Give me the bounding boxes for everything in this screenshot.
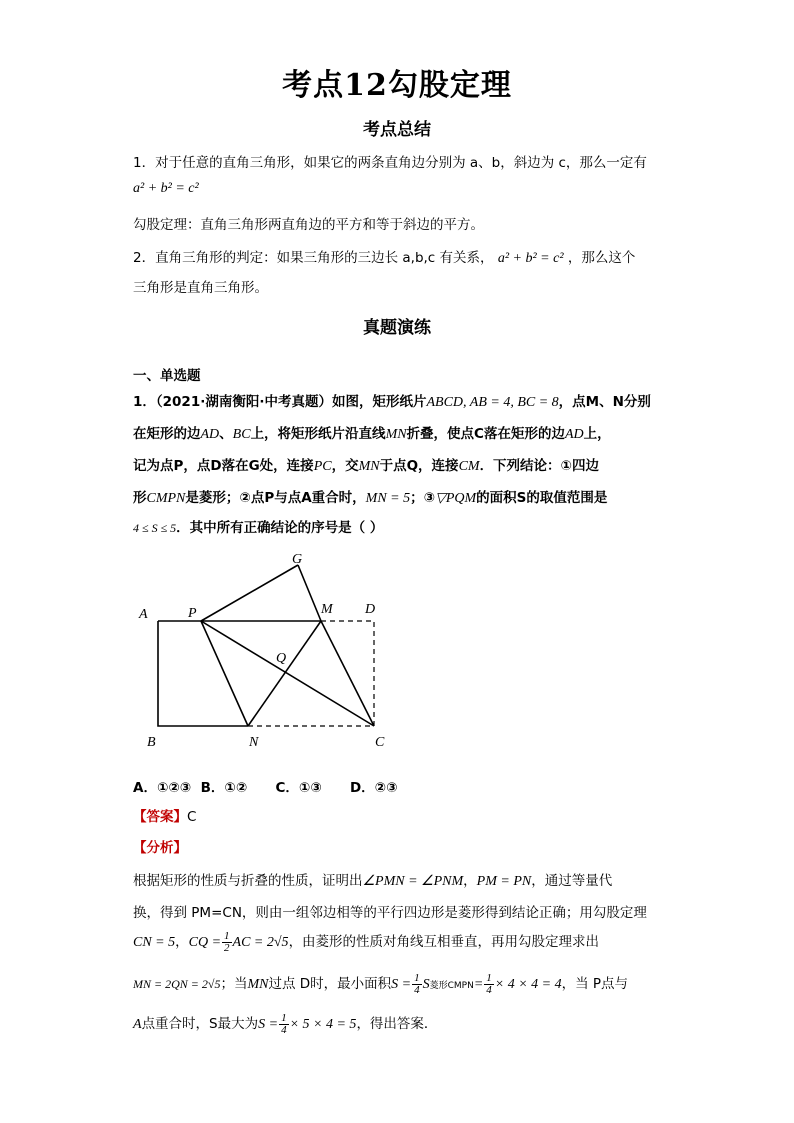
analysis-line-1 xyxy=(133,869,612,890)
an-l5-b: ，得出答案． xyxy=(356,1016,438,1032)
answer-options: A．①②③ B．①② C．①③ D．②③ xyxy=(133,780,398,796)
an-l4-m3: S = xyxy=(391,977,412,992)
segment-GM xyxy=(298,565,321,621)
an-l4-sub: 菱形CMPN xyxy=(429,981,474,991)
q1-l4-b: 是菱形；②点P与点A重合时， xyxy=(185,490,366,506)
q1-l2-c: 上，将矩形纸片沿直线 xyxy=(250,426,386,442)
question-1-line-1 xyxy=(133,390,651,411)
fraction-one-quarter-b: $\frac{1}{4}$ xyxy=(486,971,492,996)
q1-l4-m2: MN = 5 xyxy=(365,491,411,506)
q1-l2-e: 上， xyxy=(583,426,611,442)
an-l4-m4: S xyxy=(422,977,430,992)
label-N: N xyxy=(249,735,259,750)
q1-l3-m1: PC xyxy=(313,459,332,474)
q1-l3-b: ，交 xyxy=(331,458,359,474)
q1-l3-m3: CM xyxy=(458,459,480,474)
q1-l3-a: 记为点P，点D落在G处，连接 xyxy=(133,458,314,474)
an-l4-m1: MN = 2QN = 2√5 xyxy=(133,977,221,991)
question-1-line-2 xyxy=(133,422,611,443)
an-l5-m2: × 5 × 4 = 5 xyxy=(289,1017,357,1032)
q1-l1-b: ，点M、N分别 xyxy=(558,394,651,410)
page-title: 考点12勾股定理 xyxy=(282,68,512,103)
analysis-line-4 xyxy=(133,972,628,996)
fraction-one-half: $\frac{1}{2}$ xyxy=(224,929,230,954)
q1-l2-a: 在矩形的边 xyxy=(133,426,201,442)
an-l3-a: ， xyxy=(175,934,189,950)
q1-l1-math: ABCD, AB = 4, BC = 8 xyxy=(426,395,559,410)
fraction-one-quarter-a: $\frac{1}{4}$ xyxy=(414,971,420,996)
label-D: D xyxy=(365,602,376,617)
q1-l3-m2: MN xyxy=(358,459,380,474)
q1-l3-c: 于点Q，连接 xyxy=(379,458,459,474)
an-l1-b: ， xyxy=(463,873,477,889)
an-l4-m5: = xyxy=(473,977,484,992)
an-l4-a: ；当 xyxy=(220,976,248,992)
summary-formula-2: a² + b² = c² xyxy=(497,251,564,266)
analysis-line-3 xyxy=(133,930,599,954)
an-l4-c: ，当 P点与 xyxy=(561,976,629,992)
an-l1-m1: ∠PMN = ∠PNM xyxy=(362,874,464,889)
label-Q: Q xyxy=(276,651,287,666)
an-l1-a: 根据矩形的性质与折叠的性质，证明出 xyxy=(133,873,363,889)
an-l3-m3: AC = 2√5 xyxy=(232,935,289,950)
summary-item-2-cont: 三角形是直角三角形。 xyxy=(133,280,268,296)
q1-l2-m1: AD xyxy=(200,427,220,442)
an-l1-m2: PM = PN xyxy=(476,874,532,889)
q1-l2-d: 折叠，使点C落在矩形的边 xyxy=(406,426,565,442)
segment-MN xyxy=(248,621,321,726)
label-P: P xyxy=(188,606,197,621)
question-type-heading: 一、单选题 xyxy=(133,368,201,384)
rect-left-edges xyxy=(158,621,248,726)
question-1-line-4 xyxy=(133,486,607,507)
label-M: M xyxy=(321,602,333,617)
q1-l4-a: 形 xyxy=(133,490,147,506)
summary-item-2-text-a: 2．直角三角形的判定：如果三角形的三边长 a,b,c 有关系， xyxy=(133,250,494,266)
q1-l4-d: 的面积S的取值范围是 xyxy=(476,490,608,506)
segment-PN xyxy=(201,621,248,726)
q1-l4-m3: ▽PQM xyxy=(435,491,477,506)
q1-l1-a: 1．（2021·湖南衡阳·中考真题）如图，矩形纸片 xyxy=(133,394,427,410)
summary-item-1: 1．对于任意的直角三角形，如果它的两条直角边分别为 a、b，斜边为 c，那么一定有 xyxy=(133,155,647,171)
q1-l4-m1: CMPN xyxy=(146,491,186,506)
answer-value: C xyxy=(187,809,197,825)
summary-formula-1: a² + b² = c² xyxy=(133,181,199,196)
q1-l2-m2: BC xyxy=(232,427,251,442)
question-1-line-3 xyxy=(133,454,599,475)
rectangle-fold-figure xyxy=(133,545,403,755)
analysis-line-5 xyxy=(133,1012,437,1036)
analysis-line xyxy=(133,836,187,856)
q1-l5-a: ．其中所有正确结论的序号是（ ） xyxy=(176,520,384,536)
an-l5-a: 点重合时，S最大为 xyxy=(141,1016,259,1032)
q1-l2-b: 、 xyxy=(219,426,233,442)
question-1-line-5 xyxy=(133,516,383,536)
label-C: C xyxy=(375,735,385,750)
summary-item-2 xyxy=(133,246,635,267)
q1-l5-math: 4 ≤ S ≤ 5 xyxy=(133,521,177,535)
an-l5-m0: A xyxy=(133,1017,142,1032)
label-B: B xyxy=(147,735,156,750)
an-l4-m6: × 4 × 4 = 4 xyxy=(494,977,562,992)
summary-item-2-text-b: ，那么这个 xyxy=(567,250,636,266)
answer-tag: 【答案】 xyxy=(133,809,187,825)
an-l4-b: 过点 D时，最小面积 xyxy=(268,976,392,992)
q1-l4-c: ；③ xyxy=(410,490,436,506)
an-l3-m1: CN = 5 xyxy=(133,935,176,950)
segment-PG xyxy=(201,565,298,621)
q1-l2-m4: AD xyxy=(564,427,584,442)
summary-theorem: 勾股定理：直角三角形两直角边的平方和等于斜边的平方。 xyxy=(133,217,484,233)
analysis-tag: 【分析】 xyxy=(133,840,187,856)
label-A: A xyxy=(139,607,148,622)
an-l3-b: ，由菱形的性质对角线互相垂直，再用勾股定理求出 xyxy=(288,934,600,950)
answer-line xyxy=(133,805,196,825)
section-heading-summary: 考点总结 xyxy=(363,120,431,140)
label-G: G xyxy=(292,552,303,567)
an-l3-m2: CQ = xyxy=(188,935,222,950)
q1-l2-m3: MN xyxy=(385,427,407,442)
an-l4-m2: MN xyxy=(247,977,269,992)
an-l5-m1: S = xyxy=(258,1017,279,1032)
section-heading-practice: 真题演练 xyxy=(363,318,431,338)
an-l1-c: ，通过等量代 xyxy=(531,873,613,889)
fraction-one-quarter-c: $\frac{1}{4}$ xyxy=(281,1011,287,1036)
analysis-line-2: 换，得到 PM=CN，则由一组邻边相等的平行四边形是菱形得到结论正确；用勾股定理 xyxy=(133,905,647,921)
q1-l3-d: ．下列结论：①四边 xyxy=(479,458,599,474)
